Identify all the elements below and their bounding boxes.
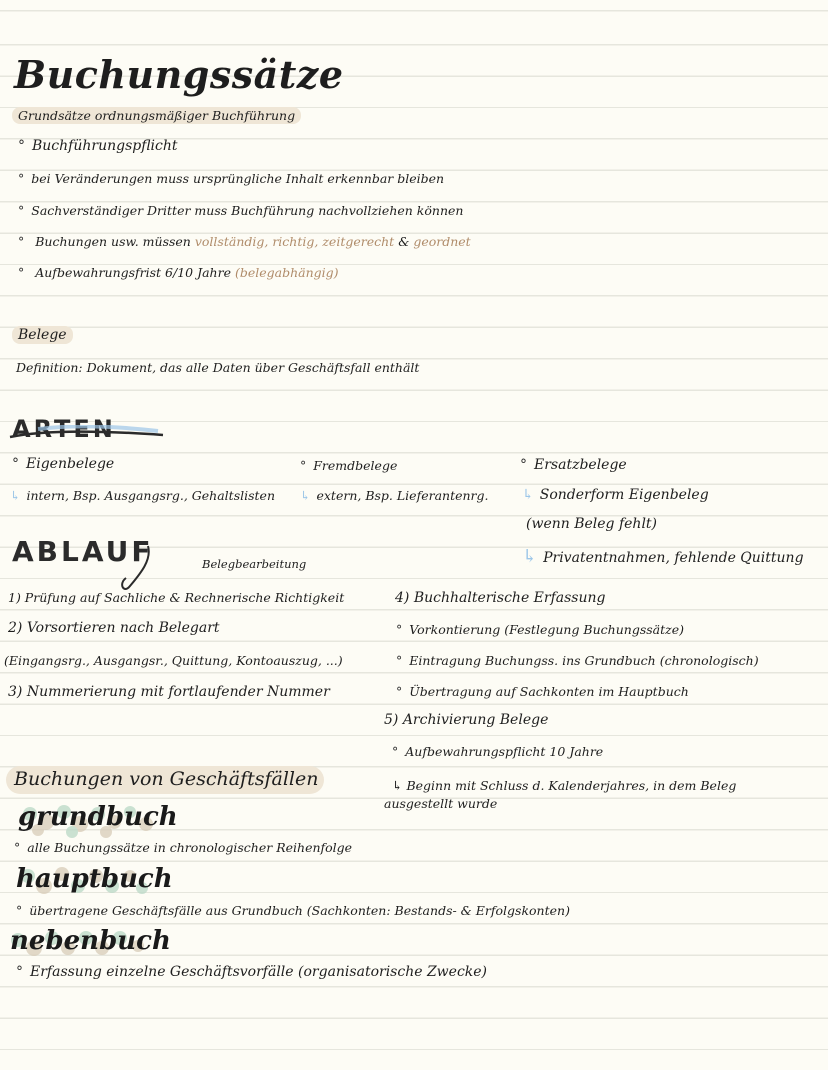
gob-word-geordnet: geordnet [413, 234, 471, 249]
gob-ampersand: & [398, 234, 410, 249]
definition-text: Dokument, das alle Daten über Geschäftsfall enthält [86, 360, 420, 375]
belege-definition [16, 360, 419, 375]
fremdbelege-desc [300, 488, 489, 503]
ablauf-step-5b [392, 778, 736, 793]
ablauf-step-5a: ° Aufbewahrungspflicht 10 Jahre [392, 744, 603, 759]
grundbuch-desc: ° alle Buchungssätze in chronologischer Reihenfolge [14, 840, 352, 855]
arten-heading: ARTEN [12, 415, 116, 443]
ablauf-step-5b-text: Beginn mit Schluss d. Kalenderjahres, in dem Beleg [406, 778, 737, 793]
ablauf-heading: ABLAUF [12, 535, 154, 568]
aufbewahrung-paren: (belegabhängig) [234, 265, 339, 280]
arrow-icon: ↳ [10, 488, 21, 503]
gob-word-zeitgerecht: zeitgerecht [322, 234, 395, 249]
eigenbelege-desc [10, 488, 275, 503]
ersatzbelege-desc-1-text: Sonderform Eigenbeleg [539, 487, 709, 503]
belege-heading-text: Belege [12, 326, 73, 344]
gob-item-5 [18, 265, 339, 280]
ablauf-step-4: 4) Buchhalterische Erfassung [395, 590, 606, 606]
ersatzbelege-desc-2: (wenn Beleg fehlt) [526, 516, 658, 532]
eigenbelege-desc-text: intern, Bsp. Ausgangsrg., Gehaltslisten [26, 488, 275, 503]
definition-label: Definition: [16, 360, 83, 375]
belege-heading [12, 327, 73, 343]
ersatzbelege-desc-3-text: Privatentnahmen, fehlende Quittung [543, 550, 804, 566]
hauptbuch-desc: ° übertragene Geschäftsfälle aus Grundbuch (Sachkonten: Bestands- & Erfolgskonten) [16, 903, 570, 918]
ersatzbelege-desc-3 [522, 546, 804, 567]
ablauf-step-5: 5) Archivierung Belege [384, 712, 549, 728]
gob-item-1: ° Buchführungspflicht [18, 138, 178, 154]
page-title: Buchungssätze [14, 52, 344, 97]
nebenbuch-desc: ° Erfassung einzelne Geschäftsvorfälle (organisatorische Zwecke) [16, 964, 487, 980]
ablauf-step-4a: ° Vorkontierung (Festlegung Buchungssätze) [396, 622, 684, 637]
gob-item-3: ° Sachverständiger Dritter muss Buchführung nachvollziehen können [18, 203, 463, 218]
arrow-icon: ↳ [300, 488, 311, 503]
gob-word-vollstaendig: vollständig, [194, 234, 269, 249]
ersatzbelege-desc-1 [522, 487, 709, 503]
gob-heading-text: Grundsätze ordnungsmäßiger Buchführung [12, 107, 301, 124]
ablauf-step-2-detail: (Eingangsrg., Ausgangsr., Quittung, Kontoauszug, ...) [4, 653, 343, 668]
arrow-icon: ↳ [522, 487, 534, 503]
ablauf-subheading: Belegbearbeitung [202, 557, 307, 571]
ablauf-step-4b: ° Eintragung Buchungss. ins Grundbuch (chronologisch) [396, 653, 759, 668]
ablauf-step-1: 1) Prüfung auf Sachliche & Rechnerische Richtigkeit [8, 590, 345, 605]
gob-item-4 [18, 234, 471, 249]
fremdbelege-title: ° Fremdbelege [300, 458, 397, 473]
ablauf-loop-stroke [100, 540, 190, 596]
eigenbelege-title: ° Eigenbelege [12, 456, 114, 472]
ersatzbelege-title: ° Ersatzbelege [520, 457, 627, 473]
arrow-icon: ↳ [392, 778, 403, 793]
ablauf-step-3: 3) Nummerierung mit fortlaufender Nummer [8, 684, 330, 700]
ablauf-step-2: 2) Vorsortieren nach Belegart [8, 620, 220, 636]
gob-buchungen-prefix: Buchungen usw. müssen [35, 234, 191, 249]
grundbuch-title: grundbuch [18, 802, 178, 832]
arrow-icon: ↳ [522, 546, 538, 567]
hauptbuch-title: hauptbuch [16, 864, 173, 894]
gob-item-2: ° bei Veränderungen muss ursprüngliche Inhalt erkennbar bleiben [18, 171, 444, 186]
buchungen-heading: Buchungen von Geschäftsfällen [14, 768, 319, 790]
aufbewahrung-text: Aufbewahrungsfrist 6/10 Jahre [35, 265, 231, 280]
fremdbelege-desc-text: extern, Bsp. Lieferantenrg. [316, 488, 489, 503]
gob-heading [12, 108, 301, 123]
arten-underline-stroke [8, 425, 168, 445]
gob-word-richtig: richtig, [272, 234, 319, 249]
ablauf-step-4c: ° Übertragung auf Sachkonten im Hauptbuch [396, 684, 689, 699]
ablauf-step-5b-cont: ausgestellt wurde [384, 796, 498, 811]
nebenbuch-title: nebenbuch [10, 926, 171, 956]
